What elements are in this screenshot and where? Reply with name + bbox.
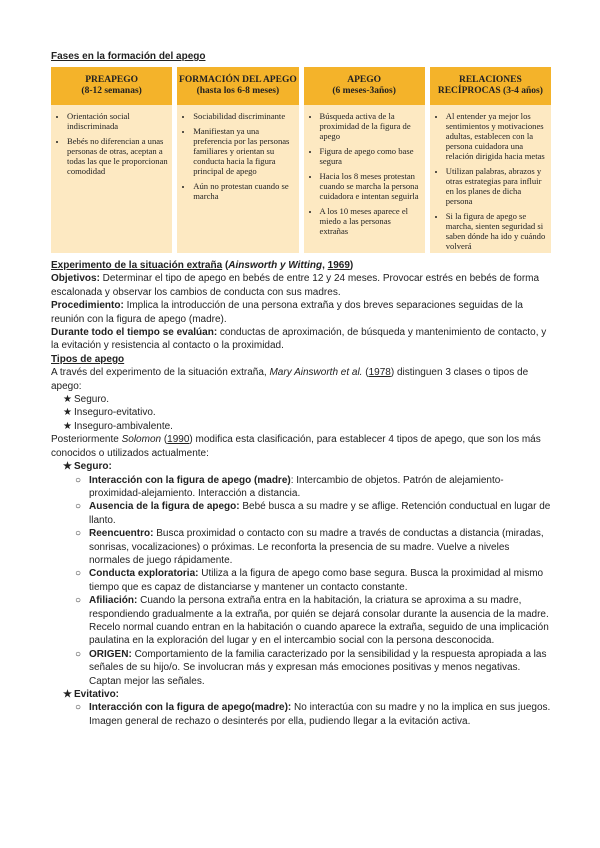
list-item: ★ Inseguro-evitativo. — [63, 407, 156, 419]
phase-column — [430, 67, 551, 253]
star-icon: ★ — [63, 689, 72, 700]
solomon-year-link[interactable]: 1990 — [167, 434, 190, 446]
list-item: • Figura de apego como base segura — [320, 146, 421, 166]
evitativo-heading — [51, 688, 551, 701]
phase-header — [51, 67, 172, 105]
star-icon: ★ — [63, 420, 72, 432]
evitativo-list — [51, 701, 551, 728]
phase-body — [51, 105, 172, 253]
document-page — [51, 50, 551, 728]
evitativo-label: Evitativo: — [74, 689, 120, 700]
list-item: • Utilizan palabras, abrazos y otras estrategias para influir en los planes de dicha persona — [446, 166, 547, 206]
experiment-authors: Ainsworth y Witting — [228, 260, 323, 271]
list-item: ○ Interacción con la figura de apego(madre): No interactúa con su madre y no la implica en sus juegos. Imagen general de rechazo o desinterés por ella, pudiendo llegar a la evitación activa. — [75, 702, 551, 727]
list-item: • Orientación social indiscriminada — [67, 111, 168, 131]
phase-body — [304, 105, 425, 253]
list-item: ○ Interacción con la figura de apego (madre): Intercambio de objetos. Patrón de alejamiento-proximidad-alejamiento. Interacción a distancia. — [75, 474, 504, 499]
experiment-year-link[interactable]: 1969 — [327, 260, 350, 271]
phase-header — [304, 67, 425, 105]
list-item: ○ Reencuentro: Busca proximidad o contacto con su madre a través de conductas a distancia (miradas, sonrisas, vocalizaciones) o próximas. Le reconforta la presencia de su madre. Vuelve a niveles normales de juego rápidamente. — [75, 528, 544, 566]
phase-header — [177, 67, 298, 105]
list-item: • Si la figura de apego se marcha, sienten seguridad si saben dónde ha ido y cuándo volverá — [446, 211, 547, 251]
seguro-list — [51, 474, 551, 689]
list-item: ○ Ausencia de la figura de apego: Bebé busca a su madre y se aflige. Retención conductual en lugar de llanto. — [75, 501, 551, 526]
tipos-post: Posteriormente Solomon (1990) modifica esta clasificación, para establecer 4 tipos de apego, que son los más conocidos o utilizados actualmente: — [51, 434, 541, 459]
phase-column — [177, 67, 298, 253]
phase-body — [430, 105, 551, 253]
circle-bullet-icon: ○ — [75, 528, 82, 540]
list-item: ○ Conducta exploratoria: Utiliza a la figura de apego como base segura. Busca la proximidad al mismo tiempo que es capaz de distanciarse y mantener un contacto constante. — [75, 568, 544, 593]
experiment-title: Experimento de la situación extraña — [51, 260, 223, 271]
list-item: ○ Afiliación: Cuando la persona extraña entra en la habitación, la criatura se aproxima a su madre, respondiendo gradualmente a la extraña, por quién se dejará consolar durante la ausencia de la madre. Recelo normal cuando entran en la habitación o cuando aparece la extraña, seguido de una implicación paulatina en la exploración del lugar y en el intercambio social con la persona desconocida. — [75, 595, 549, 647]
seguro-label: Seguro: — [74, 461, 112, 473]
phase-subtitle: (hasta los 6-8 meses) — [196, 86, 280, 96]
star-icon: ★ — [63, 394, 72, 406]
circle-bullet-icon: ○ — [75, 648, 82, 660]
circle-bullet-icon: ○ — [75, 595, 82, 607]
phase-subtitle: (6 meses-3años) — [332, 86, 396, 96]
phase-header — [430, 67, 551, 105]
section-title-fases: Fases en la formación del apego — [51, 51, 206, 62]
list-item: • Bebés no diferencian a unas personas de otras, aceptan a todas las que le proporcionan comodidad — [67, 136, 168, 176]
list-item: ★ Seguro. — [63, 394, 110, 406]
phase-subtitle: RECÍPROCAS (3-4 años) — [437, 86, 543, 96]
circle-bullet-icon: ○ — [75, 474, 82, 486]
phase-title: RELACIONES — [458, 75, 522, 85]
list-item: • Búsqueda activa de la proximidad de la figura de apego — [320, 111, 421, 141]
tipos-list — [51, 393, 551, 433]
list-item: • Manifiestan ya una preferencia por las personas familiares y orientan su conducta hacia la figura principal de apego — [193, 126, 294, 176]
tipos-year-link[interactable]: 1978 — [368, 367, 391, 379]
list-item: ★ Inseguro-ambivalente. — [63, 420, 173, 432]
durante-paragraph: Durante todo el tiempo se evalúan: conductas de aproximación, de búsqueda y mantenimiento de contacto, y la evitación y resistencia al contacto o la proximidad. — [51, 327, 547, 352]
list-item: • Hacia los 8 meses protestan cuando se marcha la persona cuidadora e intentan seguirla — [320, 171, 421, 201]
experiment-heading: Experimento de la situación extraña (Ainsworth y Witting, 1969) — [51, 260, 354, 271]
procedimiento-paragraph: Procedimiento: Implica la introducción de una persona extraña y dos breves separaciones seguidas de la reunión con la figura de apego (madre). — [51, 300, 523, 325]
objetivos-paragraph: Objetivos: Determinar el tipo de apego en bebés de entre 12 y 24 meses. Provocar estrés en bebés de forma escalonada y observar los cambios de conducta con sus madres. — [51, 273, 540, 298]
phase-title: FORMACIÓN DEL APEGO — [179, 75, 297, 85]
tipos-title: Tipos de apego — [51, 353, 125, 365]
phase-column — [304, 67, 425, 253]
list-item: • Al entender ya mejor los sentimientos y motivaciones adultas, establecen con la persona cuidadora una relación dirigida hacia metas — [446, 111, 547, 161]
tipos-intro: A través del experimento de la situación extraña, Mary Ainsworth et al. (1978) distinguen 3 clases o tipos de apego: — [51, 367, 529, 392]
phase-title: APEGO — [347, 75, 382, 85]
circle-bullet-icon: ○ — [75, 568, 82, 580]
phase-column — [51, 67, 172, 253]
star-icon: ★ — [63, 407, 72, 419]
circle-bullet-icon: ○ — [75, 702, 82, 714]
list-item: • Sociabilidad discriminante — [193, 111, 294, 121]
phase-subtitle: (8-12 semanas) — [81, 86, 142, 96]
seguro-heading — [51, 460, 551, 473]
list-item: • Aún no protestan cuando se marcha — [193, 181, 294, 201]
list-item: • A los 10 meses aparece el miedo a las personas extrañas — [320, 206, 421, 236]
phase-title: PREAPEGO — [85, 75, 139, 85]
phases-table — [51, 67, 551, 253]
phase-body — [177, 105, 298, 253]
circle-bullet-icon: ○ — [75, 501, 82, 513]
list-item: ○ ORIGEN: Comportamiento de la familia caracterizado por la sensibilidad y la respuesta apropiada a las señales de su hijo/o. Se involucran más y expresan más emociones positivas y menos negativas. Captan mejor las señales. — [75, 648, 547, 687]
star-icon: ★ — [63, 461, 72, 473]
